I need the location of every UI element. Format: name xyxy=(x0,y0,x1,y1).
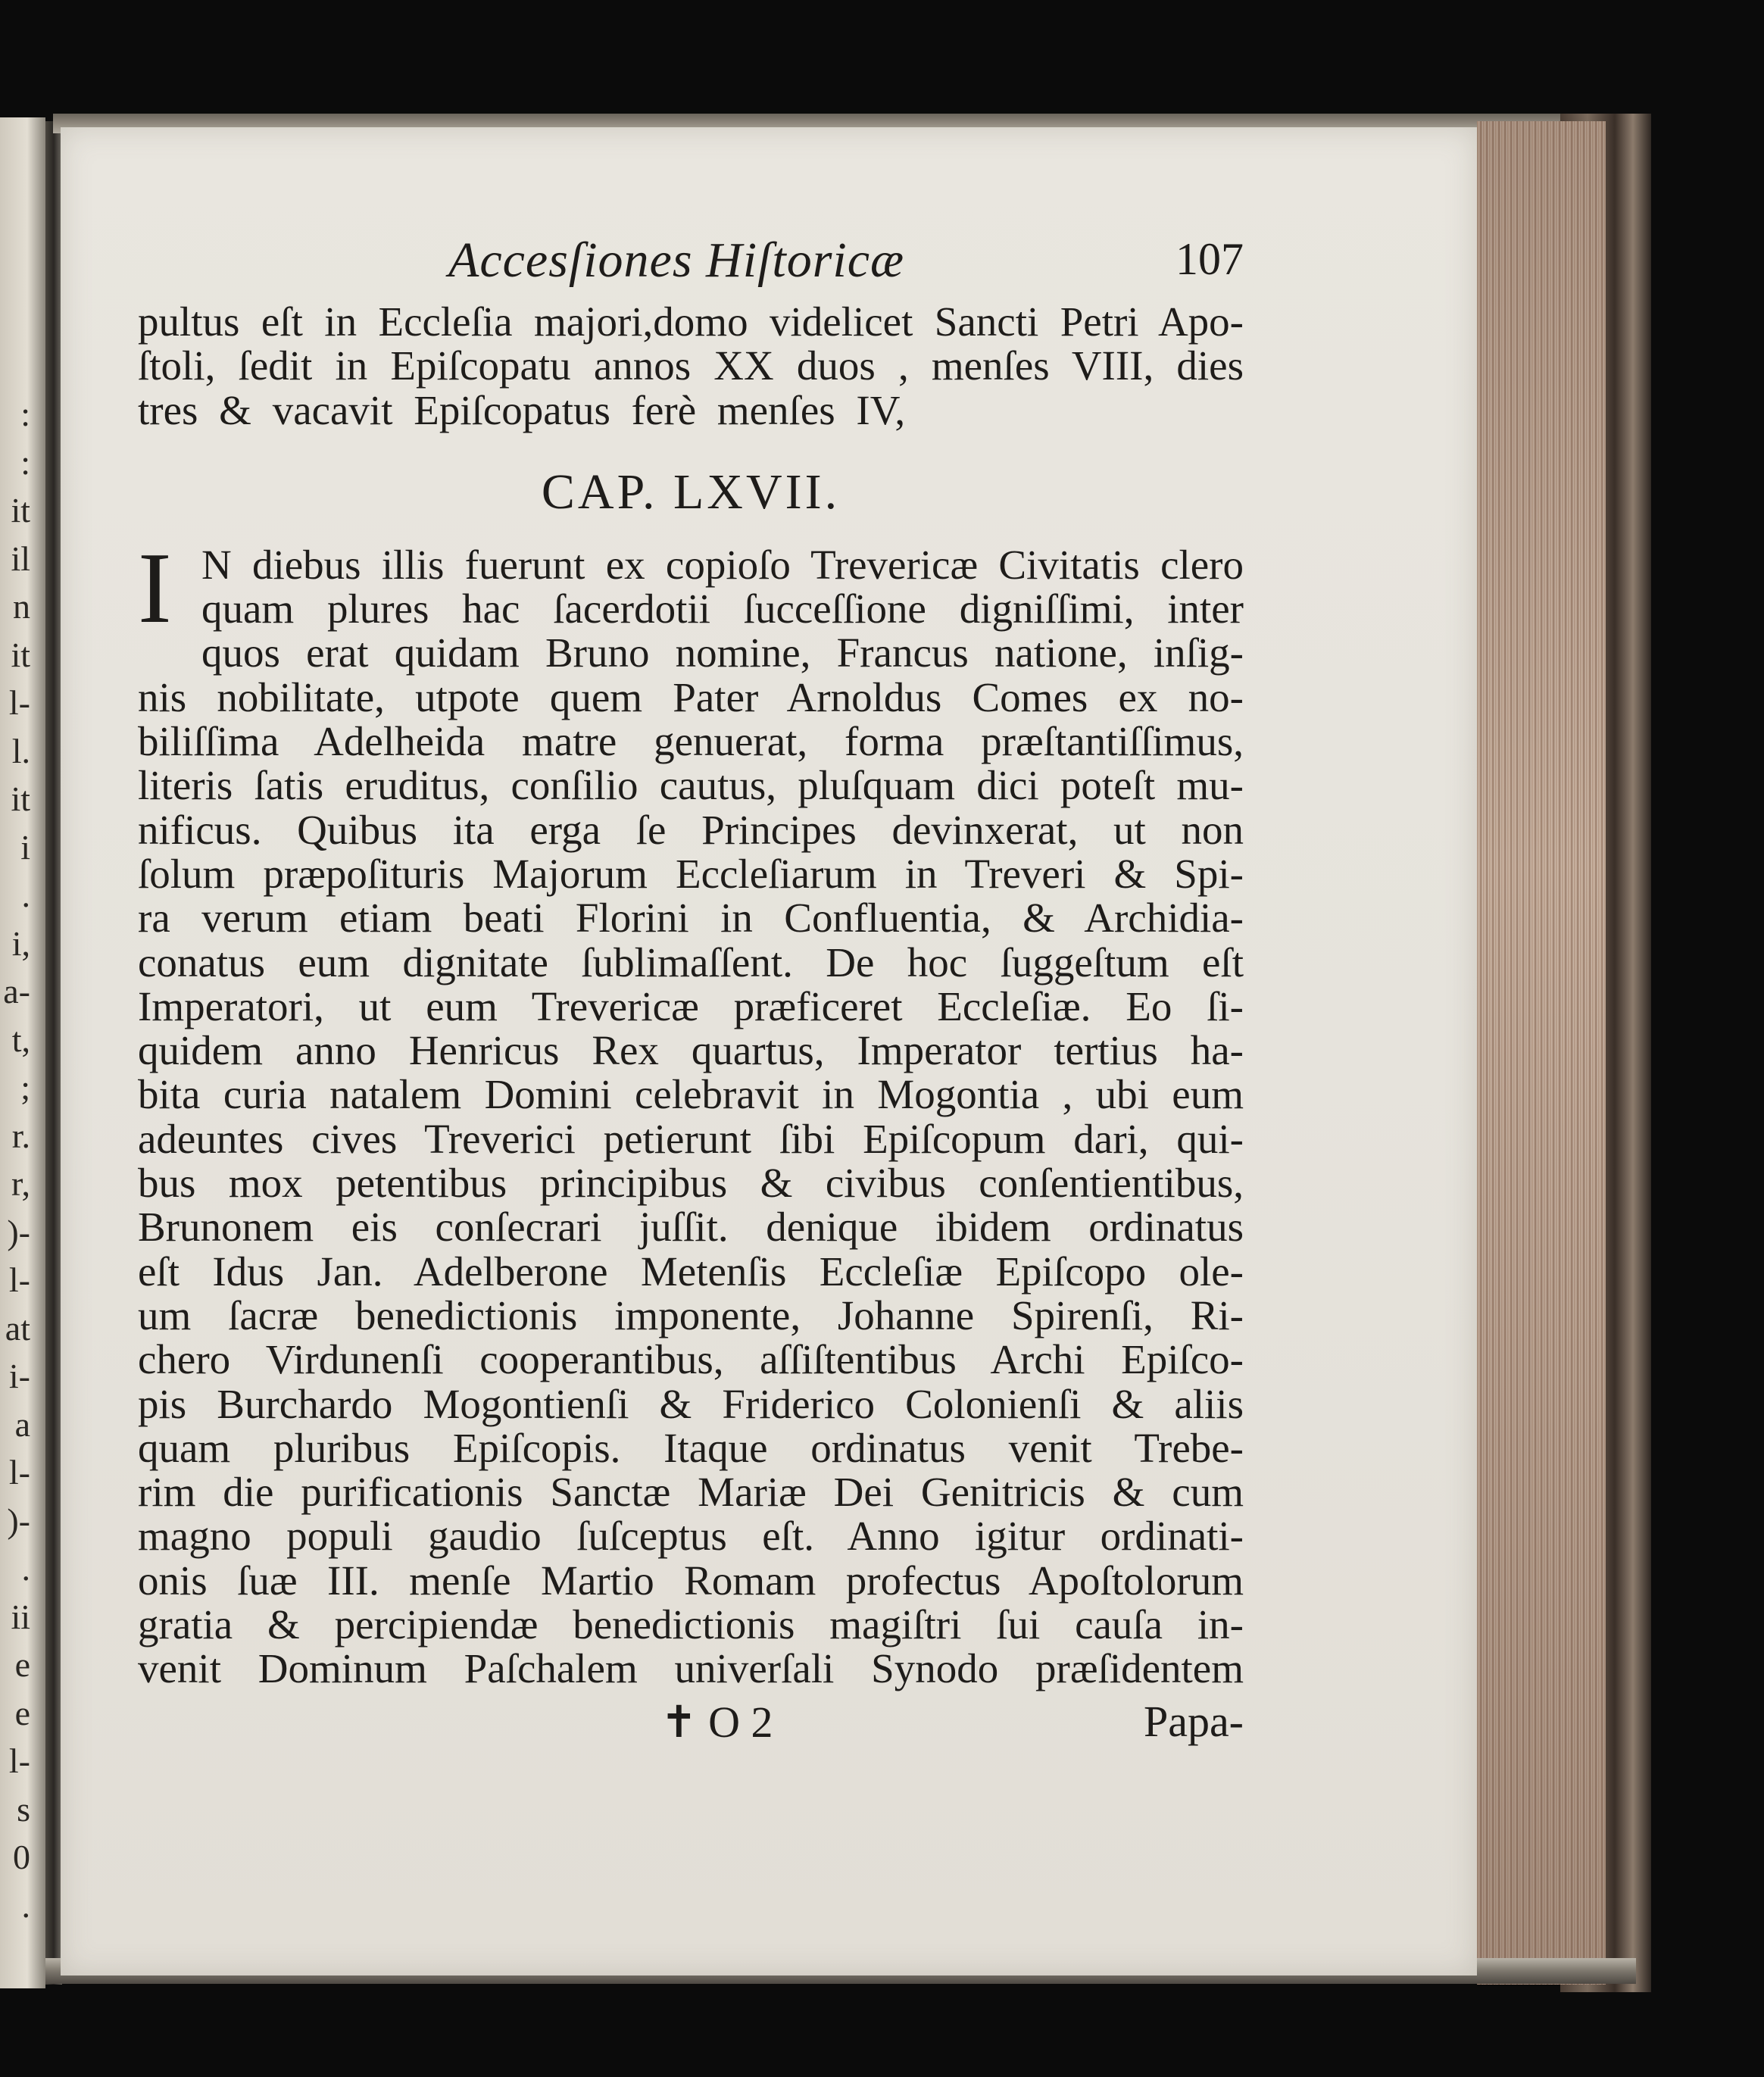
facing-page-fragment: at xyxy=(5,1308,30,1348)
text-line: pultus eſt in Eccleſia majori,domo videlicet Sancti Petri Apo- xyxy=(138,298,1244,345)
facing-page-edge xyxy=(0,117,45,1988)
chapter-paragraph xyxy=(138,531,1244,1692)
text-line: tres & vacavit Epiſcopatus ferè menſes IV, xyxy=(138,386,906,433)
text-line: gratia & percipiendæ benedictionis magiſtri ſui cauſa in- xyxy=(138,1601,1244,1648)
facing-page-fragment: s xyxy=(17,1789,30,1829)
text-line: onis ſuæ III. menſe Martio Romam profectus Apoſtolorum xyxy=(138,1557,1244,1604)
text-line: nis nobilitate, utpote quem Pater Arnoldus Comes ex no- xyxy=(138,673,1244,720)
page-header xyxy=(138,227,1244,295)
text-line: ſtoli, ſedit in Epiſcopatu annos XX duos , menſes VIII, dies xyxy=(138,342,1244,389)
text-line: magno populi gaudio ſuſceptus eſt. Anno igitur ordinati- xyxy=(138,1513,1244,1560)
facing-page-fragment: l- xyxy=(8,683,30,722)
text-line: quam plures hac ſacerdotii ſucceſſione digniſſimi, inter xyxy=(201,586,1244,632)
opening-text xyxy=(138,300,1244,433)
facing-page-fragment: r. xyxy=(11,1116,30,1155)
facing-page-fragment: l- xyxy=(8,1260,30,1299)
facing-page-fragment: i xyxy=(20,827,30,867)
page-edges xyxy=(1477,121,1606,1985)
facing-page-fragment: t, xyxy=(11,1020,30,1059)
text-line: literis ſatis eruditus, conſilio cautus, pluſquam dici poteſt mu- xyxy=(138,762,1244,809)
facing-page-fragment: it xyxy=(11,635,30,674)
facing-page-fragment: l. xyxy=(11,731,30,770)
facing-page-fragment: it xyxy=(11,779,30,818)
text-line: bus mox petentibus principibus & civibus conſentientibus, xyxy=(138,1160,1244,1207)
text-line: chero Virdunenſi cooperantibus, aſſiſtentibus Archi Epiſco- xyxy=(138,1336,1244,1383)
text-line: quos erat quidam Bruno nomine, Francus natione, inſig- xyxy=(201,629,1244,676)
page-footer xyxy=(138,1696,1244,1749)
text-line: adeuntes cives Treverici petierunt ſibi Epiſcopum dari, qui- xyxy=(138,1115,1244,1162)
text-line: nificus. Quibus ita erga ſe Principes devinxerat, ut non xyxy=(138,806,1244,853)
text-line: Brunonem eis conſecrari juſſit. denique ibidem ordinatus xyxy=(138,1204,1244,1251)
text-line: ſolum præpoſituris Majorum Eccleſiarum in Treveri & Spi- xyxy=(138,850,1244,897)
facing-page-fragments xyxy=(0,390,30,1929)
text-line: quidem anno Henricus Rex quartus, Imperator tertius ha- xyxy=(138,1027,1244,1074)
facing-page-fragment: l- xyxy=(8,1453,30,1491)
facing-page-fragment: it xyxy=(11,491,30,529)
facing-page-fragment: a xyxy=(14,1404,30,1444)
text-line: conatus eum dignitate ſublimaſſent. De hoc ſuggeſtum eſt xyxy=(138,939,1244,985)
facing-page-fragment: )- xyxy=(7,1501,30,1540)
facing-page-fragment: e xyxy=(14,1693,30,1732)
book-gutter xyxy=(45,121,62,1985)
facing-page-fragment: )- xyxy=(7,1212,30,1251)
drop-cap: I xyxy=(138,531,172,644)
paragraph-lines xyxy=(138,531,1244,1692)
facing-page-fragment: . xyxy=(21,1549,30,1588)
text-line: bita curia natalem Domini celebravit in Mogontia , ubi eum xyxy=(138,1071,1244,1118)
text-line: ra verum etiam beati Florini in Confluentia, & Archidia- xyxy=(138,895,1244,942)
facing-page-fragment: il xyxy=(11,539,30,578)
running-title: Accesſiones Hiſtoricæ xyxy=(448,233,905,288)
text-line: eſt Idus Jan. Adelberone Metenſis Eccleſiæ Epiſcopo ole- xyxy=(138,1248,1244,1295)
facing-page-fragment: r, xyxy=(11,1164,30,1203)
text-line: rim die purificationis Sanctæ Mariæ Dei Genitricis & cum xyxy=(138,1469,1244,1516)
facing-page-fragment: i- xyxy=(8,1357,30,1395)
facing-page-fragment: 0 xyxy=(13,1838,30,1876)
facing-page-fragment: l- xyxy=(8,1741,30,1780)
signature-mark: ✝ O 2 xyxy=(660,1697,773,1747)
text-line: um ſacræ benedictionis imponente, Johanne Spirenſi, Ri- xyxy=(138,1291,1244,1338)
facing-page-fragment: n xyxy=(13,587,30,626)
page-number: 107 xyxy=(1175,234,1244,284)
text-line: N diebus illis fuerunt ex copioſo Trevericæ Civitatis clero xyxy=(201,541,1244,588)
text-line: pis Burchardo Mogontienſi & Friderico Colonienſi & aliis xyxy=(138,1380,1244,1427)
page-text-block xyxy=(138,227,1244,1749)
text-line: biliſſima Adelheida matre genuerat, forma præſtantiſſimus, xyxy=(138,718,1244,765)
chapter-heading: CAP. LXVII. xyxy=(541,464,841,520)
facing-page-fragment: ii xyxy=(11,1597,30,1636)
catchword: Papa- xyxy=(1143,1696,1244,1746)
text-line: Imperatori, ut eum Trevericæ præficeret Eccleſiæ. Eo ſi- xyxy=(138,982,1244,1029)
facing-page-fragment: i, xyxy=(11,923,30,963)
text-line: venit Dominum Paſchalem univerſali Synodo præſidentem xyxy=(138,1645,1244,1692)
facing-page-fragment: a- xyxy=(3,972,30,1010)
facing-page-fragment: ; xyxy=(20,1068,30,1107)
text-line: quam pluribus Epiſcopis. Itaque ordinatus venit Trebe- xyxy=(138,1424,1244,1471)
facing-page-fragment: . xyxy=(21,876,30,914)
facing-page-fragment: : xyxy=(20,395,30,433)
facing-page-fragment: . xyxy=(21,1885,30,1925)
facing-page-fragment: : xyxy=(20,442,30,482)
facing-page-fragment: e xyxy=(14,1645,30,1684)
